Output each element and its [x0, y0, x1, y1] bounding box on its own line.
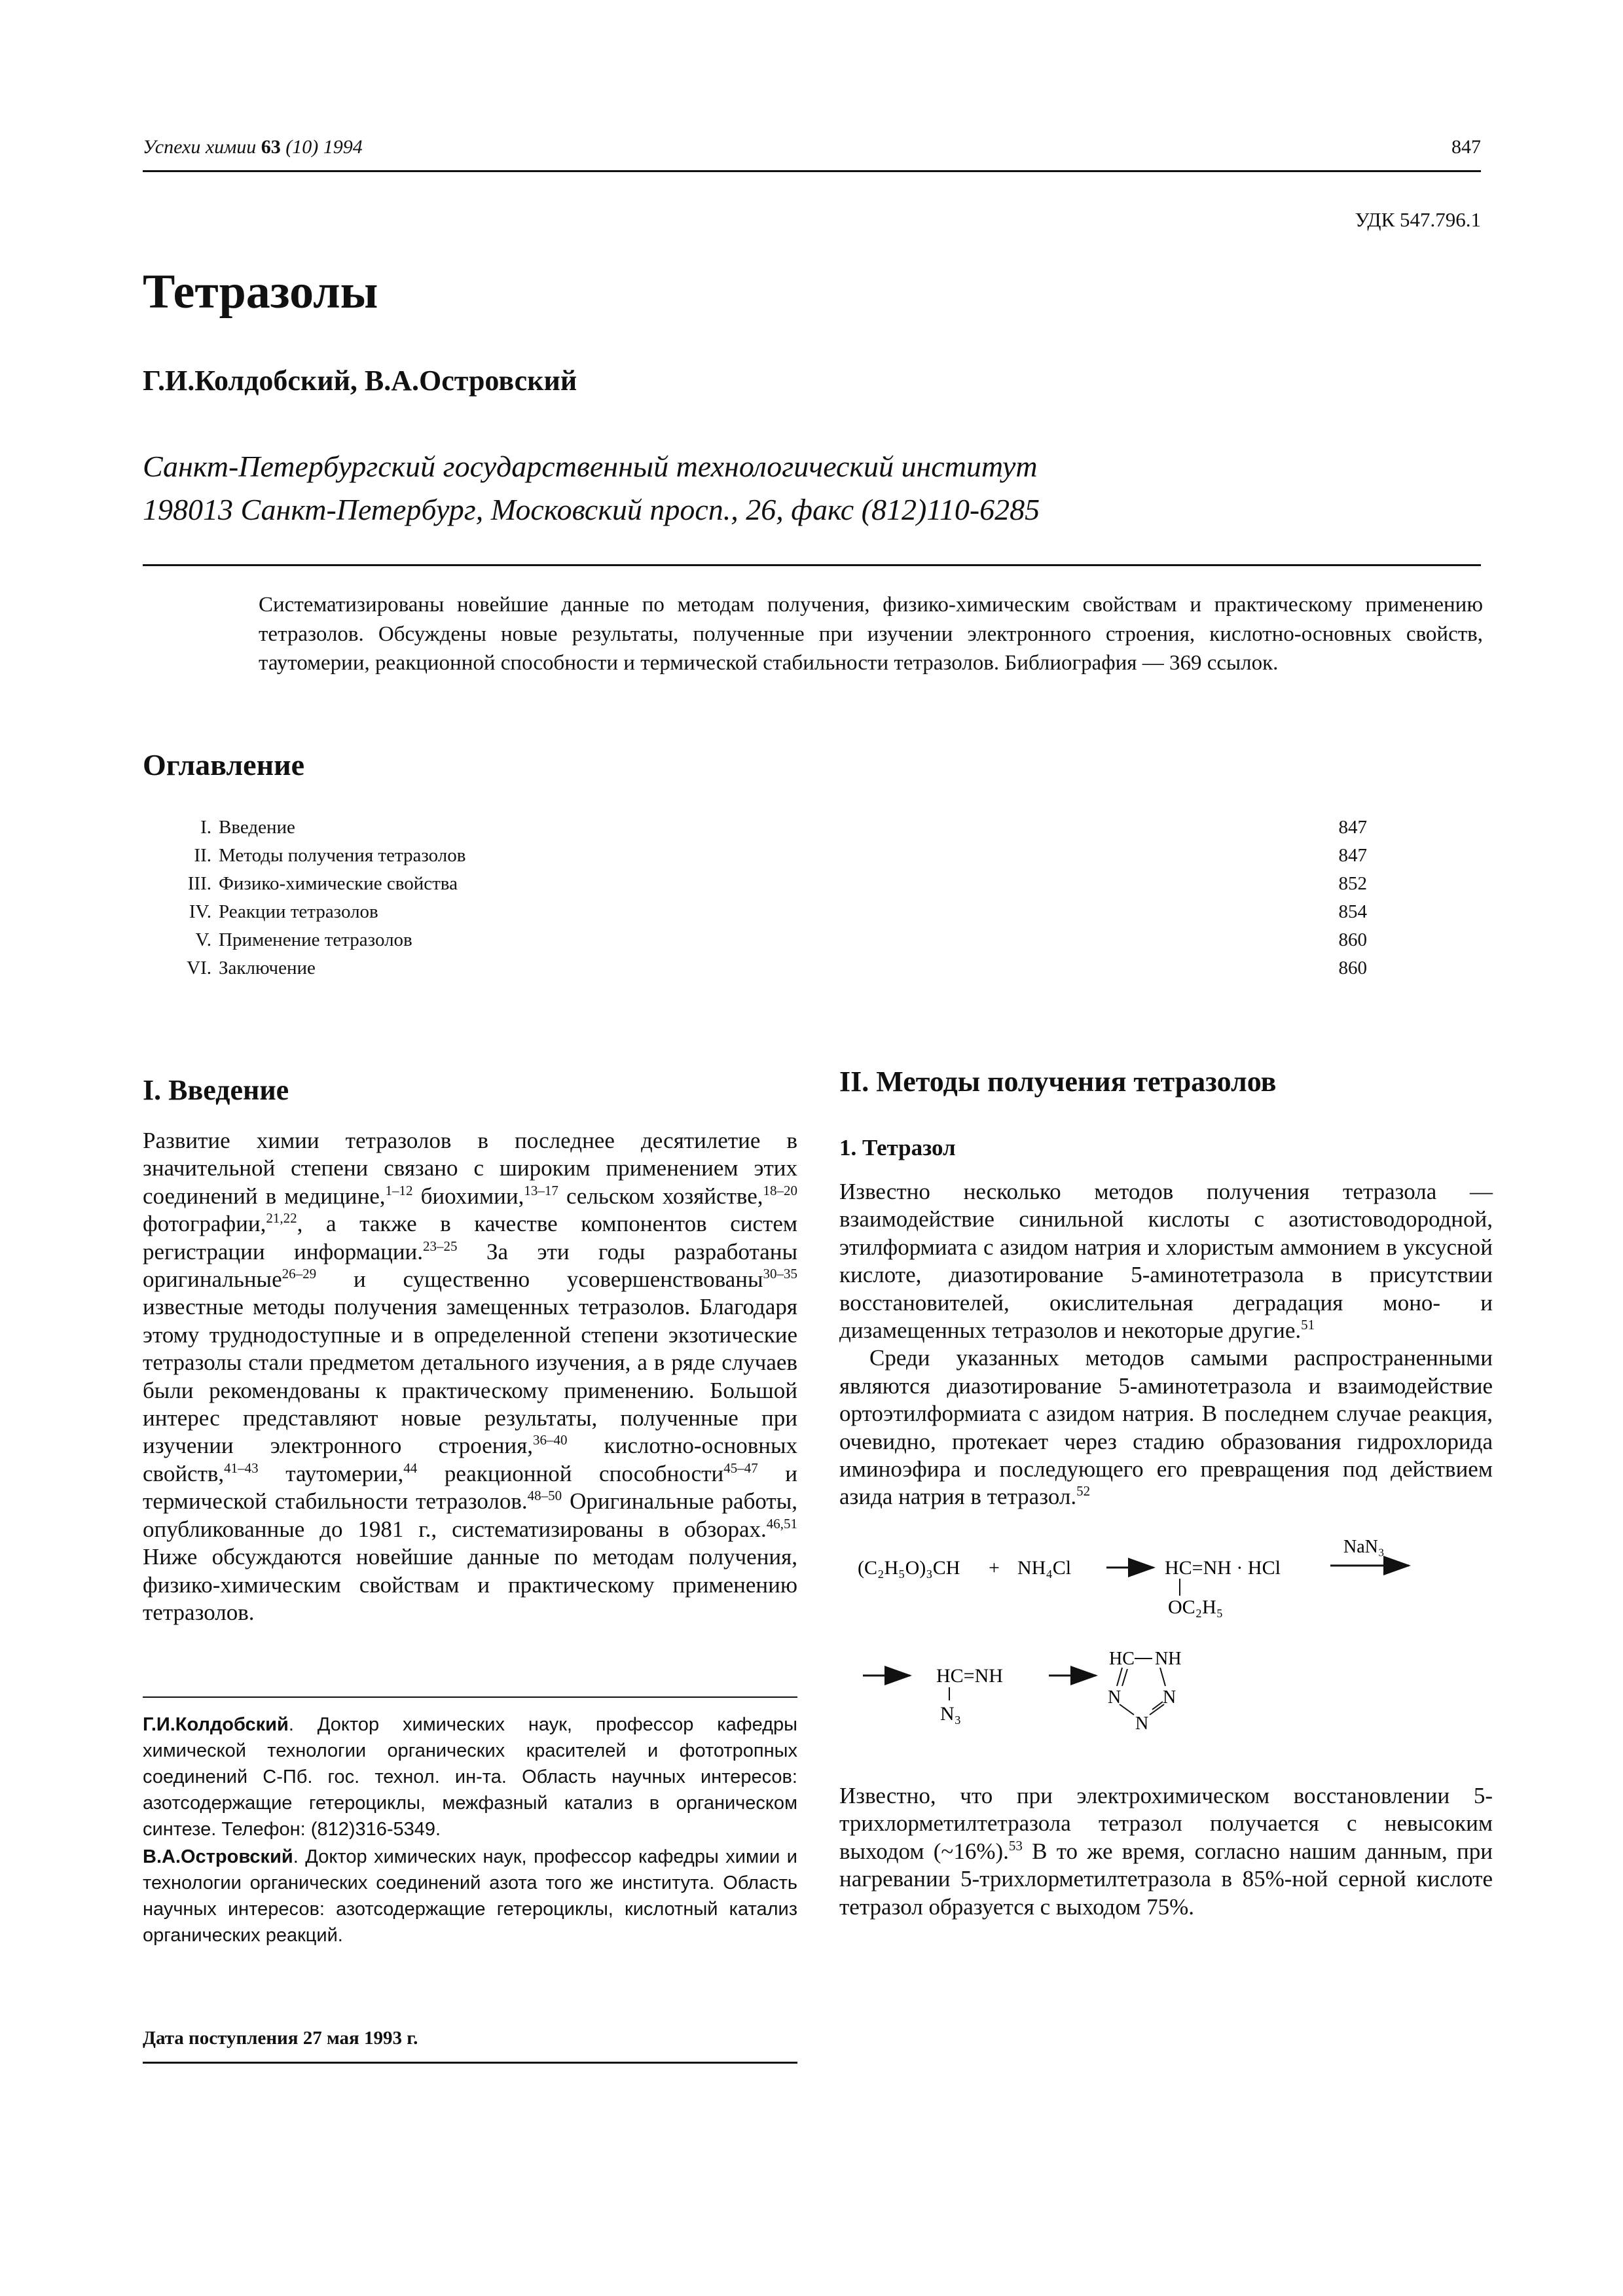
toc-title: Оглавление: [143, 748, 305, 781]
tetrazole-ring: [1108, 1649, 1181, 1734]
received-date: Дата поступления 27 мая 1993 г.: [143, 2028, 418, 2049]
article-title: Тетразолы: [143, 265, 378, 319]
page-number: 847: [1451, 136, 1481, 158]
affiliation: [143, 445, 1485, 531]
journal-issue: (10): [285, 136, 319, 158]
affiliation-line-1: Санкт-Петербургский государственный технологический институт: [143, 450, 1038, 483]
section-2-body: [839, 1178, 1493, 1511]
toc-item: III. Физико-химические свойства 852: [187, 873, 1367, 894]
ring-n-right: N: [1163, 1687, 1176, 1708]
abstract: Систематизированы новейшие данные по методам получения, физико-химическим свойствам и практическому применению тетразолов. Обсуждены новые результаты, полученные при изучении электронного строения, кислотно-основных свойств, таутомерии, реакционной способности и термической стабильности тетразолов. Библиография — 369 ссылок.: [259, 593, 1483, 675]
authors: Г.И.Колдобский, В.А.Островский: [143, 365, 577, 397]
methods-paragraph-1: Известно несколько методов получения тетразола — взаимодействие синильной кислоты с азотистоводородной, этилформиата с азидом натрия и хлористым аммонием в уксусной кислоте, диазотирование 5-аминотетразола в присутствии восстановителей, окислительная деградация моно- и дизамещенных тетразолов и некоторые другие.$^{51}$: [839, 1179, 1493, 1344]
toc-item: IV. Реакции тетразолов 854: [189, 901, 1367, 922]
bond-line: [1117, 1668, 1122, 1686]
imino-ester-hydrochloride: HC=NH · HCl: [1165, 1557, 1281, 1579]
bottom-rule: [143, 2062, 797, 2064]
title-block-rule: [143, 564, 1481, 566]
author-bio-1: Г.И.Колдобский. Доктор химических наук, профессор кафедры химической технологии органических красителей и фототропных соединений С-Пб. гос. технол. ин-та. Область научных интересов: азотсодержащие гетероциклы, межфазный катализ в органическом синтезе. Телефон: (812)316-5349.: [143, 1714, 797, 1840]
section-1-body: [143, 1127, 797, 1626]
ring-ch-group: HC: [1109, 1649, 1135, 1669]
subsection-heading: 1. Тетразол: [839, 1135, 956, 1160]
journal-year: 1994: [323, 136, 363, 158]
header-rule: [143, 170, 1481, 172]
section-1-heading: I. Введение: [143, 1074, 289, 1106]
ring-nh-group: NH: [1155, 1649, 1182, 1669]
reaction-scheme: [839, 1525, 1494, 1761]
bond-line: [1120, 1704, 1134, 1715]
reagent-ammonium-chloride: NH₄Cl: [1017, 1557, 1072, 1579]
methods-paragraph-2: Среди указанных методов самыми распространенными являются диазотирование 5-аминотетразола и взаимодействие ортоэтилформиата с азидом натрия. В последнем случае реакция, очевидно, протекает через стадию образования гидрохлорида иминоэфира и последующего его превращения под действием азида натрия в тетразол.$^{52}$: [839, 1345, 1493, 1510]
ethoxy-group: OC₂H₅: [1168, 1596, 1224, 1618]
toc-item: II. Методы получения тетразолов 847: [194, 845, 1367, 866]
ring-n-left: N: [1108, 1687, 1122, 1708]
journal-volume: 63: [261, 136, 281, 158]
toc-item: V. Применение тетразолов 860: [195, 929, 1367, 950]
sodium-azide-reagent: NaN₃: [1343, 1537, 1385, 1557]
intro-paragraph: Развитие химии тетразолов в последнее десятилетие в значительной степени связано с широким применением этих соединений в медицине,$^{1-12}$ биохимии,$^{13-17}$ сельском хозяйстве,$^{18-20}$ фотографии,$^{21,22}$, а также в качестве компонентов систем регистрации информации.$^{23-25}$ За эти годы разработаны оригинальные$^{26-29}$ и существенно усовершенствованы$^{30-35}$ известные методы получения замещенных тетразолов. Благодаря этому труднодоступные и в определенной степени экзотические тетразолы стали предметом детального изучения, а в ряде случаев были рекомендованы к практическому применению. Большой интерес представляют новые результаты, полученные при изучении электронного строения,$^{36-40}$ кислотно-основных свойств,$^{41-43}$ таутомерии,$^{44}$ реакционной способности$^{45-47}$ и термической стабильности тетразолов.$^{48-50}$ Оригинальные работы, опубликованные до 1981 г., систематизированы в обзорах.$^{46,51}$ Ниже обсуждаются новейшие данные по методам получения, физико-химическим свойствам и практическому применению тетразолов.: [143, 1128, 797, 1625]
affiliation-line-2: 198013 Санкт-Петербург, Московский просп., 26, факс (812)110-6285: [143, 493, 1040, 526]
udk-code: УДК 547.796.1: [1355, 208, 1481, 231]
imidoyl-azide: HC=NH: [936, 1665, 1003, 1687]
bond-line: [1160, 1668, 1165, 1686]
ring-n-bottom: N: [1135, 1713, 1149, 1734]
author-bio-2: В.А.Островский. Доктор химических наук, профессор кафедры химии и технологии органических соединений азота того же института. Область научных интересов: азотсодержащие гетероциклы, кислотный катализ органических реакций.: [143, 1846, 797, 1946]
footnote-rule: [143, 1696, 797, 1698]
running-header: [143, 136, 363, 158]
bond-line: [1122, 1669, 1127, 1686]
journal-name: Успехи химии: [143, 136, 257, 158]
methods-paragraph-3: Известно, что при электрохимическом восстановлении 5-трихлорметилтетразола тетразол получается с невысоким выходом (~16%).$^{53}$ В то же время, согласно нашим данным, при нагревании 5-трихлорметилтетразола в 85%-ной серной кислоте тетразол образуется с выходом 75%.: [839, 1783, 1493, 1920]
toc-item: I. Введение 847: [200, 817, 1367, 838]
section-2-heading: II. Методы получения тетразолов: [839, 1066, 1277, 1098]
azide-group: N₃: [940, 1703, 962, 1725]
section-2-body-continued: [839, 1782, 1493, 1921]
plus-sign: +: [989, 1557, 1000, 1579]
reagent-orthoformate: (C₂H₅O)₃CH: [858, 1557, 960, 1579]
toc-item: VI. Заключение 860: [187, 958, 1367, 978]
